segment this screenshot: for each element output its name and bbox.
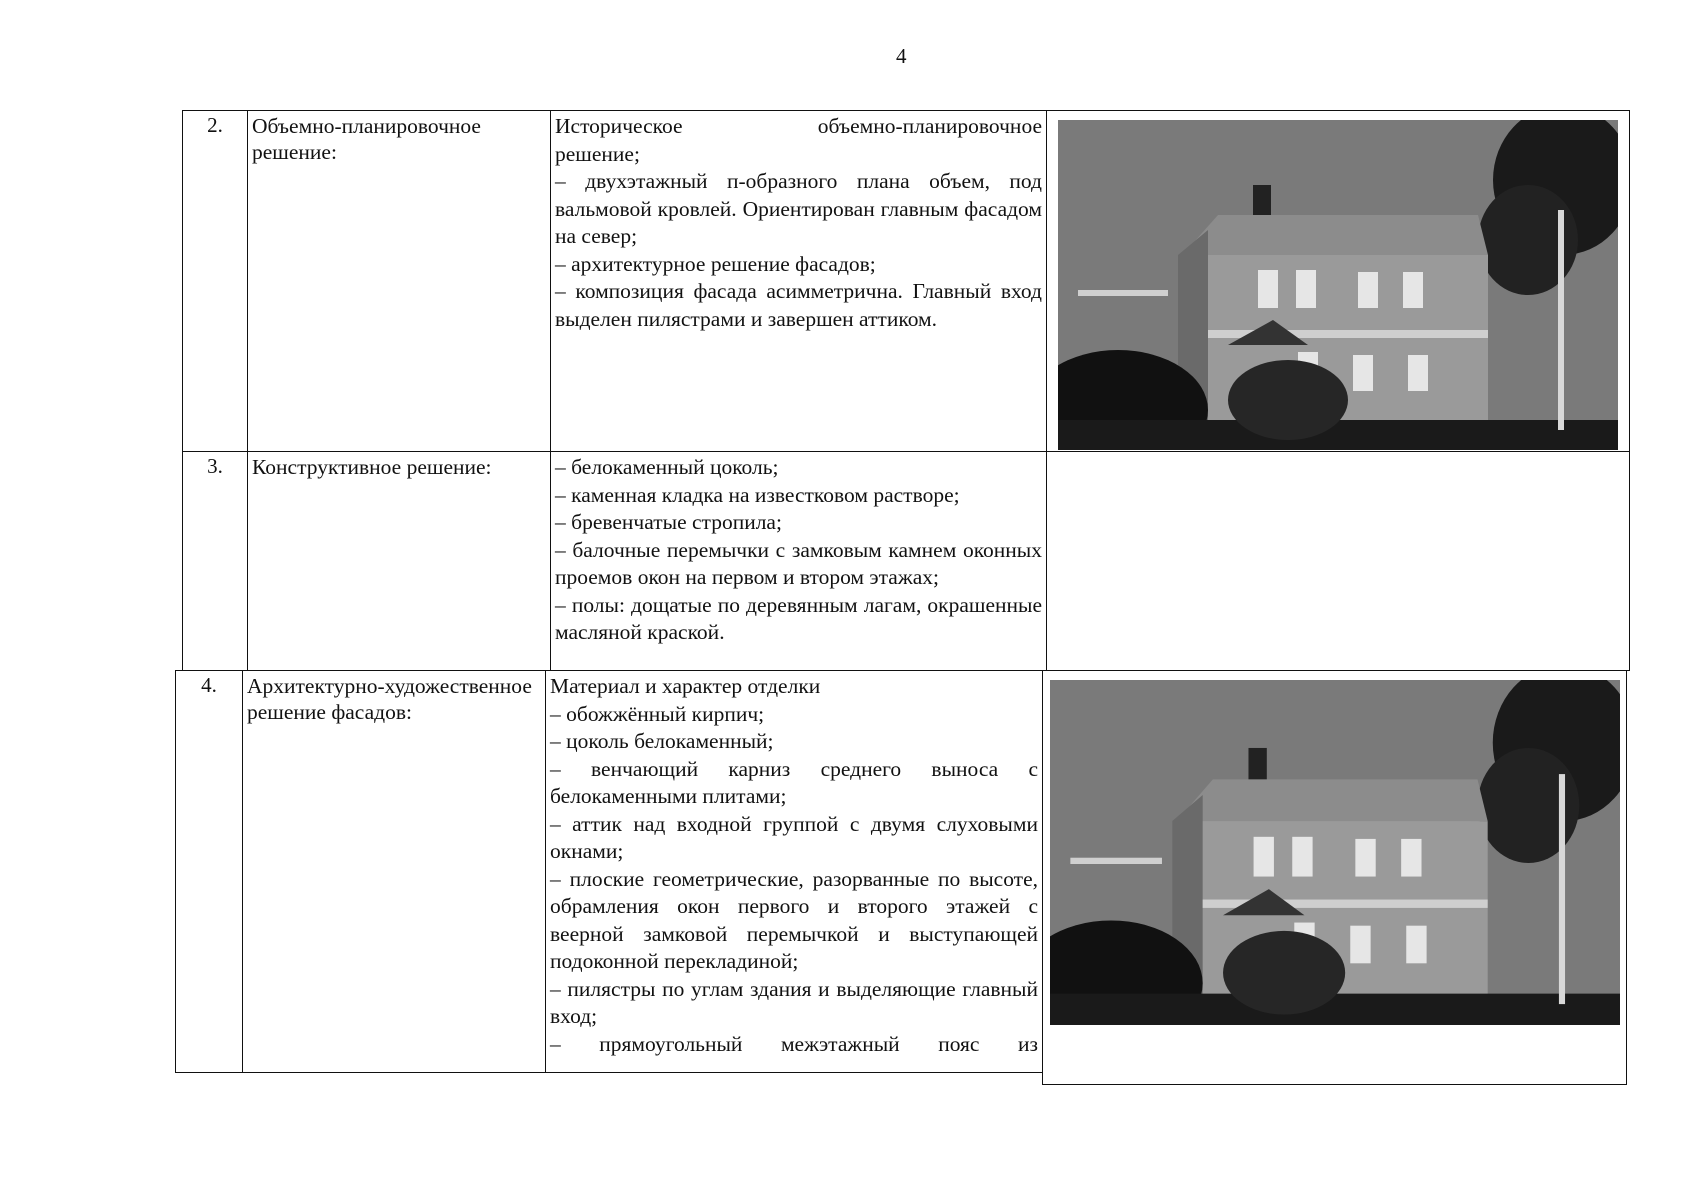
row-label: Архитектурно-художественное решение фасадов: bbox=[242, 670, 546, 1073]
desc-line: – двухэтажный п-образного плана объем, под вальмовой кровлей. Ориентирован главным фасадом на север; bbox=[555, 169, 1042, 248]
desc-line: – композиция фасада асимметрична. Главный вход выделен пилястрами и завершен аттиком. bbox=[555, 279, 1042, 331]
desc-line: – прямоугольный межэтажный пояс из bbox=[550, 1031, 1038, 1056]
desc-line: – балочные перемычки с замковым камнем оконных проемов окон на первом и втором этажах; bbox=[555, 537, 1042, 589]
desc-line: – архитектурное решение фасадов; bbox=[555, 251, 876, 276]
row-number: 3. bbox=[182, 451, 248, 671]
desc-line: – каменная кладка на известковом растворе; bbox=[555, 482, 960, 507]
row-label: Конструктивное решение: bbox=[247, 451, 551, 671]
row-description bbox=[550, 451, 1047, 671]
page-number: 4 bbox=[896, 44, 907, 68]
building-illustration bbox=[1058, 120, 1618, 450]
desc-line: – пилястры по углам здания и выделяющие главный вход; bbox=[550, 976, 1038, 1028]
row-number: 2. bbox=[182, 110, 248, 452]
desc-line: – аттик над входной группой с двумя слуховыми окнами; bbox=[550, 811, 1038, 863]
building-photo bbox=[1050, 680, 1620, 1025]
row-description bbox=[550, 110, 1047, 452]
desc-line: – цоколь белокаменный; bbox=[550, 729, 774, 753]
desc-line: – обожжённый кирпич; bbox=[550, 701, 765, 726]
building-illustration bbox=[1050, 680, 1620, 1025]
desc-line: – плоские геометрические, разорванные по высоте, обрамления окон первого и второго этажей с веерной замковой перемычкой и выступающей подоконной перекладиной; bbox=[550, 866, 1038, 973]
desc-word: объемно-планировочное bbox=[817, 114, 1042, 138]
desc-line: – бревенчатые стропила; bbox=[555, 510, 782, 534]
desc-line: – полы: дощатые по деревянным лагам, окрашенные масляной краской. bbox=[555, 592, 1042, 644]
desc-line: решение; bbox=[555, 141, 640, 166]
photo-cell-empty bbox=[1046, 451, 1630, 671]
desc-line: – венчающий карниз среднего выноса с белокаменными плитами; bbox=[550, 756, 1038, 808]
row-description bbox=[545, 670, 1043, 1073]
building-photo bbox=[1058, 120, 1618, 450]
desc-line: – белокаменный цоколь; bbox=[555, 455, 779, 479]
desc-word: Историческое bbox=[555, 114, 683, 138]
desc-line bbox=[555, 113, 1042, 141]
row-label: Объемно-планировочное решение: bbox=[247, 110, 551, 452]
row-number: 4. bbox=[175, 670, 243, 1073]
desc-line: Материал и характер отделки bbox=[550, 674, 821, 698]
